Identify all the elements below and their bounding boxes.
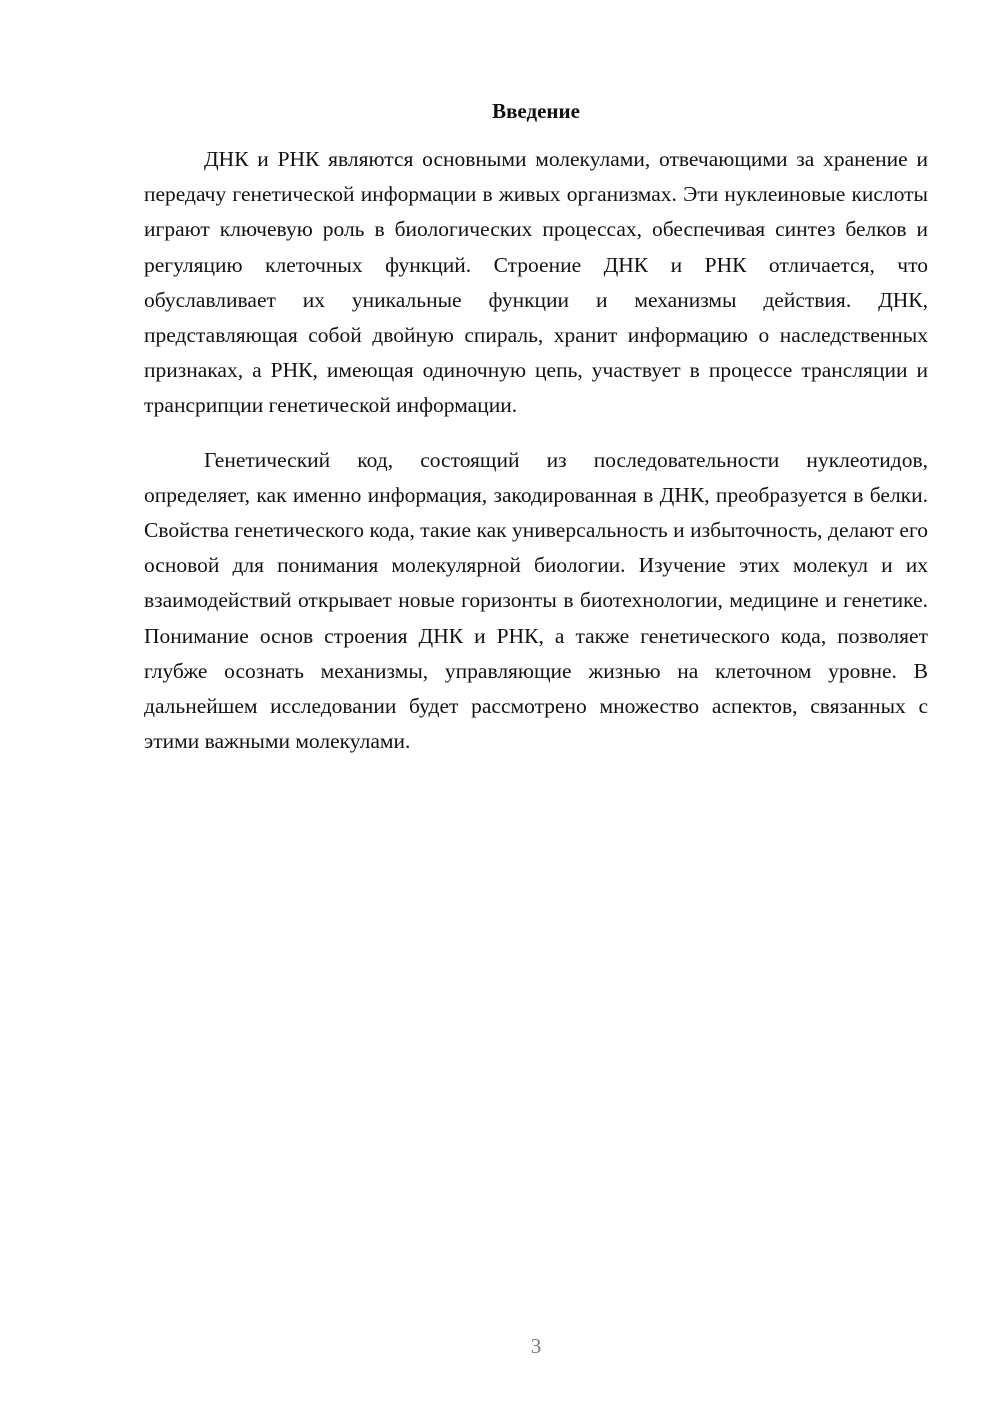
paragraph-1: ДНК и РНК являются основными молекулами, отвечающими за хранение и передачу генетической информации в живых организмах. Эти нуклеиновые кислоты играют ключевую роль в биологических процессах, обеспечивая синтез белков и регуляцию клеточных функций. Строение ДНК и РНК отличается, что обуславливает их уникальные функции и механизмы действия. ДНК, представляющая собой двойную спираль, хранит информацию о наследственных признаках, а РНК, имеющая одиночную цепь, участвует в процессе трансляции и трансрипции генетической информации. [144, 147, 928, 418]
page-number: 3 [530, 1334, 542, 1358]
section-title: Введение [492, 99, 580, 123]
body-text [144, 142, 928, 759]
paragraph-2: Генетический код, состоящий из последовательности нуклеотидов, определяет, как именно информация, закодированная в ДНК, преобразуется в белки. Свойства генетического кода, такие как универсальность и избыточность, делают его основой для понимания молекулярной биологии. Изучение этих молекул и их взаимодействий открывает новые горизонты в биотехнологии, медицине и генетике. Понимание основ строения ДНК и РНК, а также генетического кода, позволяет глубже осознать механизмы, управляющие жизнью на клеточном уровне. В дальнейшем исследовании будет рассмотрено множество аспектов, связанных с этими важными молекулами. [144, 447, 928, 754]
